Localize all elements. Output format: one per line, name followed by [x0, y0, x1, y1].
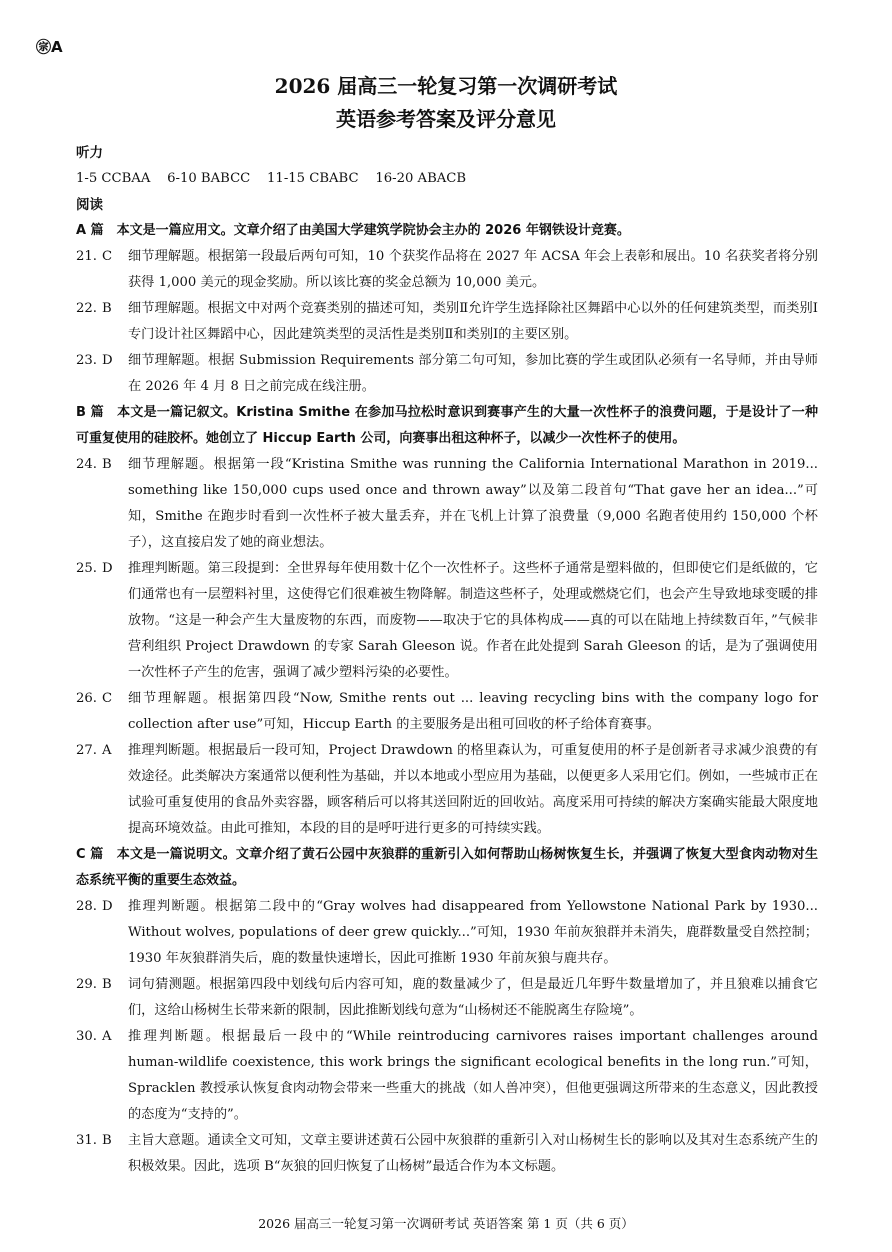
item-answer: B [102, 457, 112, 472]
page-footer: 2026 届高三一轮复习第一次调研考试 英语答案 第 1 页（共 6 页） [258, 1216, 634, 1231]
item-answer: B [102, 1133, 112, 1148]
item-number: 25. [76, 561, 97, 576]
answer-item [76, 686, 818, 738]
item-explanation: 推理判断题。根据第二段中的“Gray wolves had disappeared from Yellowstone National Park by 1930... Without wolves, populations of deer grew quickly...”可知，1930 年前灰狼群并未消失，鹿群数量受自然控制；1930 年灰狼群消失后，鹿的数量快速增长，因此可推断 1930 年前灰狼与鹿共存。 [128, 899, 818, 966]
item-number: 24. [76, 457, 97, 472]
item-number: 31. [76, 1133, 97, 1148]
item-explanation: 推理判断题。第三段提到：全世界每年使用数十亿个一次性杯子。这些杯子通常是塑料做的，但即使它们是纸做的，它们通常也有一层塑料衬里，这使得它们很难被生物降解。制造这些杯子，处理或燃烧它们，也会产生导致地球变暖的排放物。“这是一种会产生大量废物的东西，而废物——取决于它的具体构成——真的可以在陆地上持续数百年，”气候非营利组织 Project Drawdown 的专家 Sarah Gleeson 说。作者在此处提到 Sarah Gleeson 的话，是为了强调使用一次性杯子产生的危害，强调了减少塑料污染的必要性。 [128, 561, 818, 680]
item-explanation: 主旨大意题。通读全文可知，文章主要讲述黄石公园中灰狼群的重新引入对山杨树生长的影响以及其对生态系统产生的积极效果。因此，选项 B“灰狼的回归恢复了山杨树”最适合作为本文标题。 [128, 1133, 818, 1174]
item-number: 28. [76, 899, 97, 914]
answer-item [76, 296, 818, 348]
item-answer: A [102, 743, 112, 758]
answer-item [76, 556, 818, 686]
passage-c-intro: C 篇 本文是一篇说明文。文章介绍了黄石公园中灰狼群的重新引入如何帮助山杨树恢复生长，并强调了恢复大型食肉动物对生态系统平衡的重要生态效益。 [76, 847, 818, 888]
item-explanation: 推理判断题。根据最后一段可知，Project Drawdown 的格里森认为，可重复使用的杯子是创新者寻求减少浪费的有效途径。此类解决方案通常以便利性为基础，并以本地或小型应用为基础，以便更多人采用它们。例如，一些城市正在试验可重复使用的食品外卖容器，顾客稍后可以将其送回附近的回收站。高度采用可持续的解决方案确实能最大限度地提高环境效益。由此可推知，本段的目的是呼吁进行更多的可持续实践。 [128, 743, 818, 836]
page-title: 2026 届高三一轮复习第一次调研考试 [274, 74, 618, 98]
item-answer: A [102, 1029, 112, 1044]
item-number: 26. [76, 691, 97, 706]
reading-label: 阅读 [76, 197, 103, 213]
item-answer: D [102, 353, 113, 368]
item-number: 21. [76, 249, 97, 264]
listening-label: 听力 [76, 145, 103, 161]
listening-answers: 1-5 CCBAA 6-10 BABCC 11-15 CBABC 16-20 ABACB [76, 171, 467, 186]
answer-item [76, 1128, 818, 1180]
item-number: 23. [76, 353, 97, 368]
item-number: 27. [76, 743, 97, 758]
answer-item [76, 452, 818, 556]
answer-item [76, 738, 818, 842]
page-subtitle: 英语参考答案及评分意见 [336, 107, 556, 131]
corner-mark: ㊪A [36, 38, 63, 56]
item-answer: D [102, 899, 113, 914]
item-number: 30. [76, 1029, 97, 1044]
item-explanation: 细节理解题。根据 Submission Requirements 部分第二句可知，参加比赛的学生或团队必须有一名导师，并由导师在 2026 年 4 月 8 日之前完成在线注册。 [128, 353, 818, 394]
passage-b-intro: B 篇 本文是一篇记叙文。Kristina Smithe 在参加马拉松时意识到赛事产生的大量一次性杯子的浪费问题，于是设计了一种可重复使用的硅胶杯。她创立了 Hiccup Earth 公司，向赛事出租这种杯子，以减少一次性杯子的使用。 [76, 405, 818, 446]
item-number: 22. [76, 301, 97, 316]
item-explanation: 细节理解题。根据第一段“Kristina Smithe was running the California International Marathon in 2019... something like 150,000 cups used once and thrown away”以及第二段首句“That gave her an idea...”可知，Smithe 在跑步时看到一次性杯子被大量丢弃，并在飞机上计算了浪费量（9,000 名跑者使用约 150,000 个杯子），这直接启发了她的商业想法。 [128, 457, 818, 550]
item-answer: B [102, 301, 112, 316]
item-explanation: 细节理解题。根据第一段最后两句可知，10 个获奖作品将在 2027 年 ACSA 年会上表彰和展出。10 名获奖者将分别获得 1,000 美元的现金奖励。所以该比赛的奖金总额为 10,000 美元。 [128, 249, 818, 290]
item-explanation: 细节理解题。根据文中对两个竞赛类别的描述可知，类别Ⅱ允许学生选择除社区舞蹈中心以外的任何建筑类型，而类别Ⅰ专门设计社区舞蹈中心，因此建筑类型的灵活性是类别Ⅱ和类别Ⅰ的主要区别。 [128, 301, 818, 342]
item-number: 29. [76, 977, 97, 992]
passage-a-intro: A 篇 本文是一篇应用文。文章介绍了由美国大学建筑学院协会主办的 2026 年钢铁设计竞赛。 [76, 223, 630, 238]
content [76, 140, 818, 1180]
answer-item [76, 894, 818, 972]
title-block [0, 70, 892, 136]
answer-item [76, 972, 818, 1024]
item-explanation: 推理判断题。根据最后一段中的“While reintroducing carnivores raises important challenges around human-wildlife coexistence, this work brings the significant ecological benefits in the long run.”可知，Spracklen 教授承认恢复食肉动物会带来一些重大的挑战（如人兽冲突），但他更强调这所带来的生态意义，因此教授的态度为“支持的”。 [128, 1029, 818, 1122]
item-answer: B [102, 977, 112, 992]
item-answer: C [102, 249, 113, 264]
item-answer: D [102, 561, 113, 576]
item-answer: C [102, 691, 113, 706]
item-explanation: 词句猜测题。根据第四段中划线句后内容可知，鹿的数量减少了，但是最近几年野牛数量增加了，并且狼难以捕食它们，这给山杨树生长带来新的限制，因此推断划线句意为“山杨树还不能脱离生存险境”。 [128, 977, 818, 1018]
answer-item [76, 348, 818, 400]
answer-item [76, 244, 818, 296]
item-explanation: 细节理解题。根据第四段“Now, Smithe rents out ... leaving recycling bins with the company logo for collection after use”可知，Hiccup Earth 的主要服务是出租可回收的杯子给体育赛事。 [128, 691, 818, 732]
answer-item [76, 1024, 818, 1128]
